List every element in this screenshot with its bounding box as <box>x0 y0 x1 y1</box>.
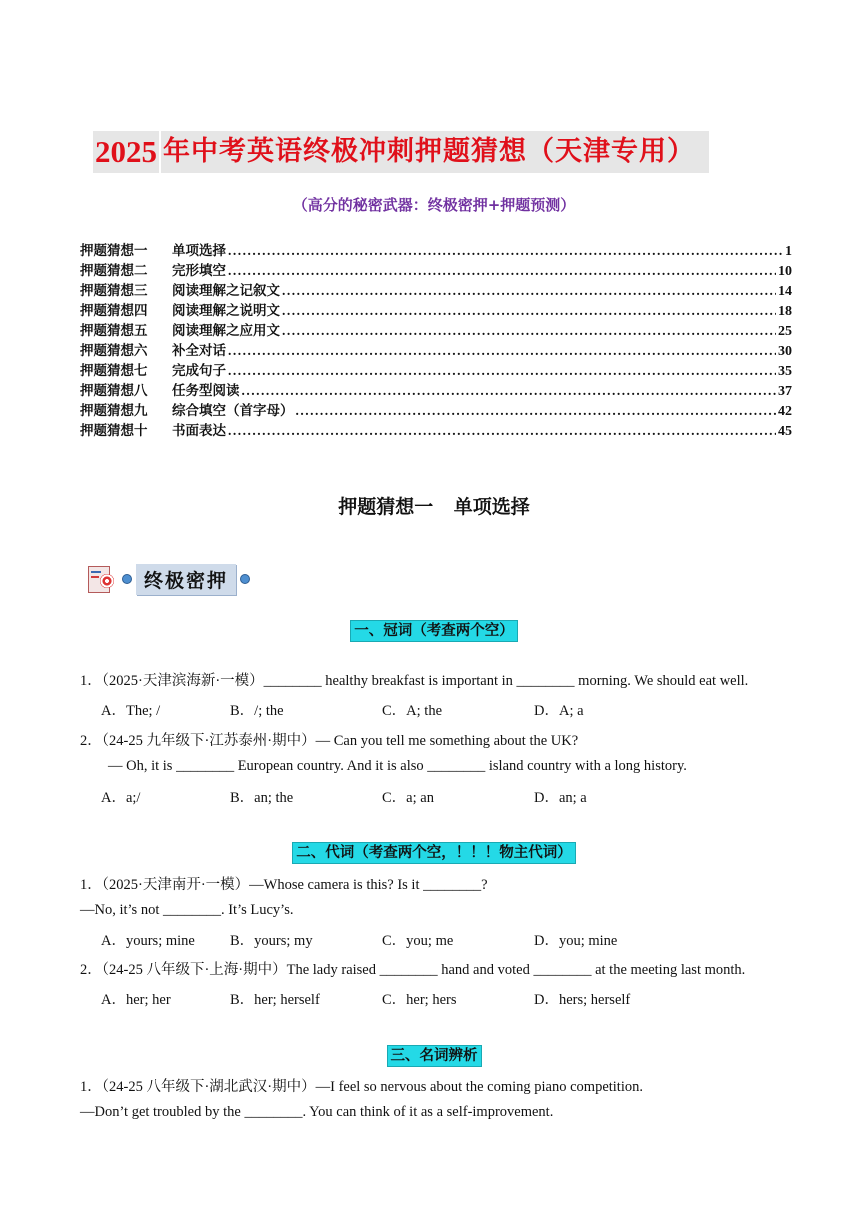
option-d[interactable]: D．hers; herself <box>534 992 631 1008</box>
title-main: 年中考英语终极冲刺押题猜想（天津专用） <box>161 131 709 173</box>
toc-name: 补全对话 <box>172 343 226 359</box>
section-heading: 押题猜想一 单项选择 <box>338 496 530 518</box>
option-a[interactable]: A．her; her <box>101 992 171 1008</box>
bullet-dot-icon <box>122 574 132 584</box>
toc-label: 押题猜想六 <box>80 343 148 359</box>
question-text: 1．（24-25 八年级下·湖北武汉·期中）—I feel so nervous about the coming piano competition. <box>80 1079 643 1095</box>
toc-label: 押题猜想十 <box>80 423 148 439</box>
bullet-dot-icon <box>240 574 250 584</box>
toc-entry[interactable] <box>80 359 792 379</box>
toc-entry[interactable] <box>80 239 792 259</box>
toc-entry[interactable] <box>80 299 792 319</box>
toc-name: 完形填空 <box>172 263 226 279</box>
toc-page: 45 <box>778 424 792 439</box>
toc-label: 押题猜想九 <box>80 403 148 419</box>
question-text-continued: — Oh, it is ________ European country. And it is also ________ island country with a long history. <box>108 758 687 774</box>
toc-leader <box>296 403 777 419</box>
table-of-contents <box>80 239 792 439</box>
toc-label: 押题猜想二 <box>80 263 148 279</box>
toc-entry[interactable] <box>80 379 792 399</box>
toc-page: 18 <box>778 304 792 319</box>
category-heading <box>0 841 868 862</box>
toc-leader <box>228 343 776 359</box>
option-b[interactable]: B．/; the <box>230 703 284 719</box>
toc-page: 30 <box>778 344 792 359</box>
category-heading <box>0 619 868 640</box>
toc-label: 押题猜想七 <box>80 363 148 379</box>
toc-entry[interactable] <box>80 259 792 279</box>
toc-entry[interactable] <box>80 399 792 419</box>
title-year: 2025 <box>93 131 159 173</box>
toc-name: 阅读理解之记叙文 <box>172 283 280 299</box>
toc-leader <box>228 263 776 279</box>
toc-label: 押题猜想一 <box>80 243 148 259</box>
document-subtitle: （高分的秘密武器：终极密押+押题预测） <box>292 196 576 214</box>
option-b[interactable]: B．an; the <box>230 790 294 806</box>
toc-page: 1 <box>785 244 792 259</box>
option-c[interactable]: C．her; hers <box>382 992 457 1008</box>
toc-label: 押题猜想三 <box>80 283 148 299</box>
option-a[interactable]: A．yours; mine <box>101 933 195 949</box>
toc-name: 完成句子 <box>172 363 226 379</box>
option-c[interactable]: C．you; me <box>382 933 454 949</box>
toc-entry[interactable] <box>80 279 792 299</box>
toc-page: 14 <box>778 284 792 299</box>
option-b[interactable]: B．her; herself <box>230 992 320 1008</box>
category-heading <box>0 1044 868 1065</box>
toc-page: 37 <box>778 384 792 399</box>
question-text: 2．（24-25 九年级下·江苏泰州·期中）— Can you tell me something about the UK? <box>80 733 579 749</box>
question-text: 1．（2025·天津滨海新·一模）________ healthy breakfast is important in ________ morning. We should eat well. <box>80 673 749 689</box>
toc-entry[interactable] <box>80 319 792 339</box>
question-text-continued: —Don’t get troubled by the ________. You can think of it as a self-improvement. <box>80 1104 554 1120</box>
toc-label: 押题猜想四 <box>80 303 148 319</box>
toc-page: 35 <box>778 364 792 379</box>
toc-leader <box>282 303 776 319</box>
option-c[interactable]: C．a; an <box>382 790 434 806</box>
category-label: 一、冠词（考查两个空） <box>350 620 518 642</box>
toc-leader <box>228 243 783 259</box>
toc-name: 阅读理解之说明文 <box>172 303 280 319</box>
toc-name: 阅读理解之应用文 <box>172 323 280 339</box>
question-text-continued: —No, it’s not ________. It’s Lucy’s. <box>80 902 294 918</box>
option-d[interactable]: D．you; mine <box>534 933 618 949</box>
document-title <box>93 131 709 173</box>
toc-entry[interactable] <box>80 339 792 359</box>
option-d[interactable]: D．an; a <box>534 790 587 806</box>
toc-leader <box>242 383 777 399</box>
toc-leader <box>282 283 776 299</box>
toc-leader <box>228 423 776 439</box>
toc-leader <box>282 323 776 339</box>
option-a[interactable]: A．The; / <box>101 703 161 719</box>
question-text: 1．（2025·天津南开·一模）—Whose camera is this? Is it ________? <box>80 877 488 893</box>
category-label: 三、名词辨析 <box>387 1045 482 1067</box>
question-text: 2．（24-25 八年级下·上海·期中）The lady raised ________ hand and voted ________ at the meeting last month. <box>80 962 746 978</box>
toc-entry[interactable] <box>80 419 792 439</box>
section-banner <box>88 563 254 595</box>
toc-label: 押题猜想五 <box>80 323 148 339</box>
toc-page: 10 <box>778 264 792 279</box>
option-d[interactable]: D．A; a <box>534 703 584 719</box>
toc-name: 单项选择 <box>172 243 226 259</box>
target-document-icon <box>88 564 118 594</box>
toc-name: 综合填空（首字母） <box>172 403 294 419</box>
toc-leader <box>228 363 776 379</box>
option-b[interactable]: B．yours; my <box>230 933 313 949</box>
toc-name: 书面表达 <box>172 423 226 439</box>
option-c[interactable]: C．A; the <box>382 703 443 719</box>
category-label: 二、代词（考查两个空，！！！物主代词） <box>292 842 576 864</box>
toc-page: 25 <box>778 324 792 339</box>
toc-label: 押题猜想八 <box>80 383 148 399</box>
toc-name: 任务型阅读 <box>172 383 240 399</box>
option-a[interactable]: A．a;/ <box>101 790 141 806</box>
banner-label: 终极密押 <box>136 564 236 595</box>
toc-page: 42 <box>778 404 792 419</box>
